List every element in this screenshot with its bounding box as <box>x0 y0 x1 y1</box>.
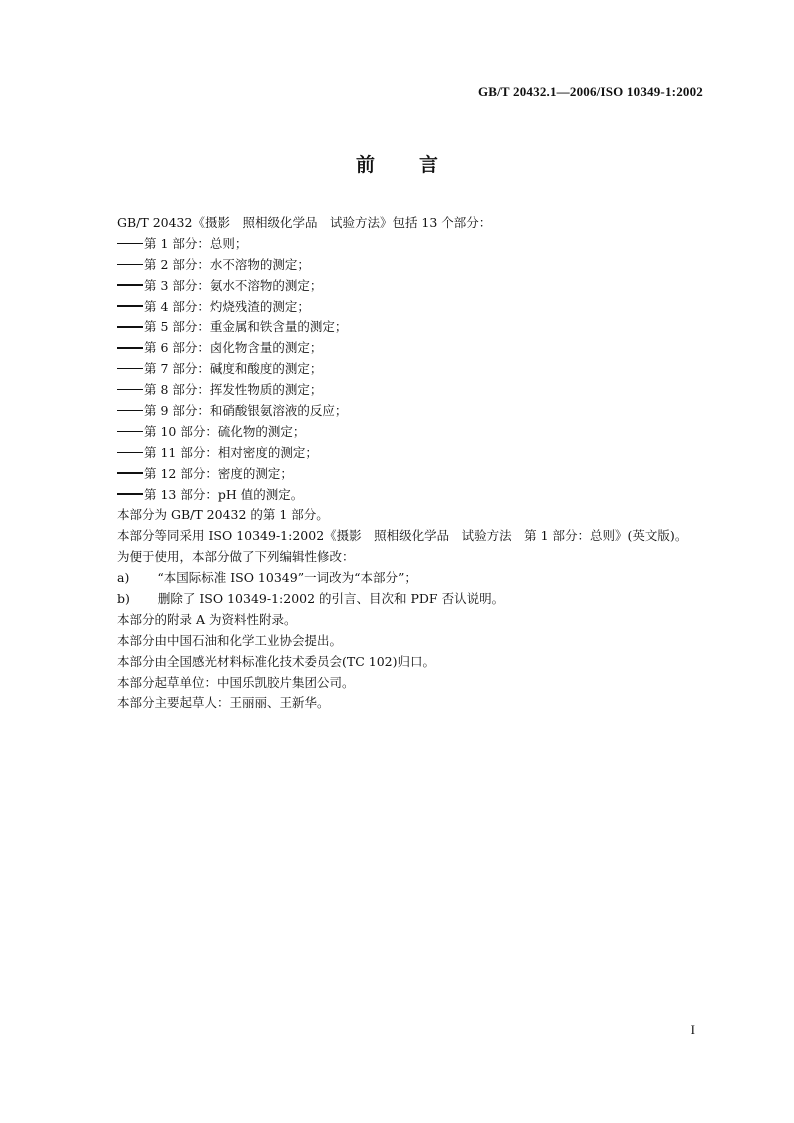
standard-code-header: GB/T 20432.1—2006/ISO 10349-1:2002 <box>477 84 703 99</box>
item-label-b: b) <box>117 591 130 607</box>
paragraph-drafting-unit: 本部分起草单位：中国乐凯胶片集团公司。 <box>117 674 355 690</box>
em-dash-mark <box>117 305 143 306</box>
item-label-a: a) <box>117 570 130 586</box>
paragraph-part-of-standard: 本部分为 GB/T 20432 的第 1 部分。 <box>117 507 329 523</box>
em-dash-mark <box>117 347 143 348</box>
em-dash-mark <box>117 243 143 244</box>
em-dash-mark <box>117 264 143 265</box>
part-list-item: 第 8 部分：挥发性物质的测定； <box>117 380 717 401</box>
em-dash-mark <box>117 431 143 432</box>
part-list-item: 第 5 部分：重金属和铁含量的测定； <box>117 317 717 338</box>
item-text-b: 删除了 ISO 10349-1:2002 的引言、目次和 PDF 否认说明。 <box>157 591 505 607</box>
part-list-item: 第 12 部分：密度的测定； <box>117 464 717 485</box>
em-dash-mark <box>117 472 143 473</box>
em-dash-mark <box>117 284 143 285</box>
part-list-item: 第 1 部分：总则； <box>117 234 717 255</box>
page-number: I <box>690 1022 695 1037</box>
part-list-item: 第 9 部分：和硝酸银氨溶液的反应； <box>117 401 717 422</box>
editorial-change-a <box>117 568 717 589</box>
paragraph-editorial-changes: 为便于使用，本部分做了下列编辑性修改： <box>117 549 355 565</box>
title-char-right: 言 <box>419 154 439 176</box>
em-dash-mark <box>117 326 143 327</box>
title-char-left: 前 <box>355 154 375 176</box>
paragraph-adoption: 本部分等同采用 ISO 10349-1:2002《摄影 照相级化学品 试验方法 第 1 部分：总则》(英文版)。 <box>117 528 688 544</box>
part-list-item: 第 3 部分：氨水不溶物的测定； <box>117 276 717 297</box>
part-list-item: 第 7 部分：碱度和酸度的测定； <box>117 359 717 380</box>
paragraph-centralized-by: 本部分由全国感光材料标准化技术委员会(TC 102)归口。 <box>117 653 435 669</box>
em-dash-mark <box>117 452 143 453</box>
item-text-a: “本国际标准 ISO 10349”一词改为“本部分”； <box>157 570 417 586</box>
paragraph-drafters: 本部分主要起草人：王丽丽、王新华。 <box>117 695 330 711</box>
em-dash-mark <box>117 368 143 369</box>
intro-paragraph: GB/T 20432《摄影 照相级化学品 试验方法》包括 13 个部分： <box>117 215 492 230</box>
paragraph-proposed-by: 本部分由中国石油和化学工业协会提出。 <box>117 632 343 648</box>
foreword-body <box>117 213 717 714</box>
part-list-item: 第 6 部分：卤化物含量的测定； <box>117 338 717 359</box>
part-list-item: 第 10 部分：硫化物的测定； <box>117 422 717 443</box>
part-list-item: 第 11 部分：相对密度的测定； <box>117 443 717 464</box>
em-dash-mark <box>117 493 143 494</box>
part-list-item: 第 13 部分：pH 值的测定。 <box>117 485 717 506</box>
paragraph-annex: 本部分的附录 A 为资料性附录。 <box>117 611 297 627</box>
em-dash-mark <box>117 410 143 411</box>
part-list-item: 第 4 部分：灼烧残渣的测定； <box>117 297 717 318</box>
editorial-change-b <box>117 589 717 610</box>
page-title <box>0 150 794 177</box>
em-dash-mark <box>117 389 143 390</box>
part-list-item: 第 2 部分：水不溶物的测定； <box>117 255 717 276</box>
